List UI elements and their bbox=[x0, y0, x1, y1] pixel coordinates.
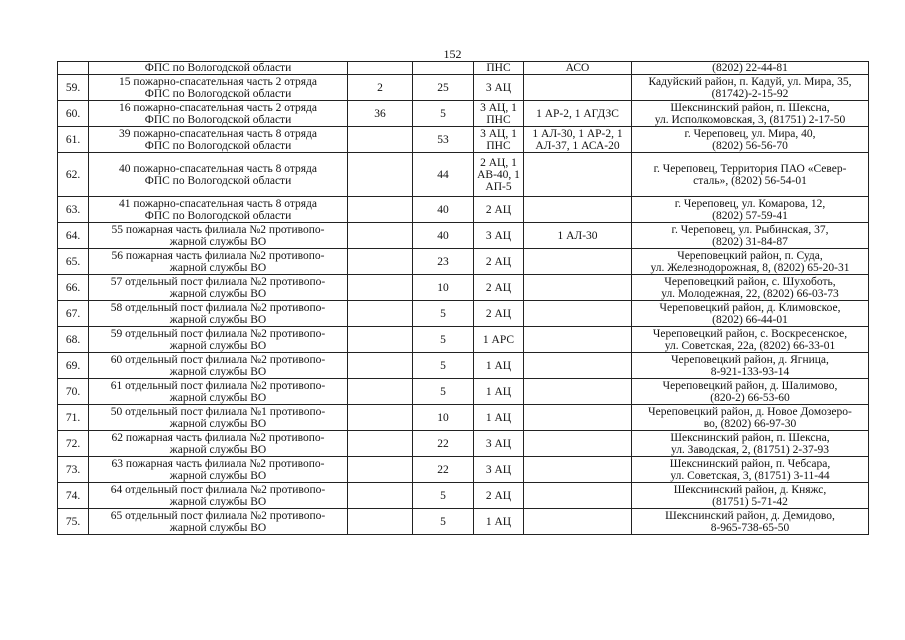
cell-c3 bbox=[348, 223, 413, 249]
table-row bbox=[58, 483, 869, 509]
cell-c4-line: 10 bbox=[437, 281, 449, 294]
cell-c3 bbox=[348, 62, 413, 75]
cell-address-line: Шекснинский район, п. Чебсара, bbox=[669, 457, 831, 470]
cell-c3 bbox=[348, 327, 413, 353]
cell-c3 bbox=[348, 457, 413, 483]
cell-c3-line: 36 bbox=[374, 107, 386, 120]
cell-c4 bbox=[413, 301, 474, 327]
cell-num-line: 62. bbox=[65, 168, 81, 181]
cell-num-line: 65. bbox=[65, 255, 81, 268]
cell-name-line: 60 отдельный пост филиала №2 противопо- bbox=[110, 353, 326, 366]
cell-num bbox=[58, 275, 89, 301]
cell-name-line: жарной службы ВО bbox=[169, 417, 267, 430]
cell-c4 bbox=[413, 62, 474, 75]
cell-address-line: ул. Советская, 3, (81751) 3-11-44 bbox=[670, 469, 830, 482]
cell-num bbox=[58, 301, 89, 327]
cell-address bbox=[632, 101, 869, 127]
cell-num-line: 73. bbox=[65, 463, 81, 476]
cell-c3 bbox=[348, 301, 413, 327]
cell-name-line: жарной службы ВО bbox=[169, 339, 267, 352]
cell-c4-line: 40 bbox=[437, 203, 449, 216]
table-row bbox=[58, 301, 869, 327]
cell-name bbox=[89, 327, 348, 353]
cell-equipment bbox=[474, 101, 524, 127]
cell-num bbox=[58, 153, 89, 197]
table-row bbox=[58, 379, 869, 405]
cell-name-line: 61 отдельный пост филиала №2 противопо- bbox=[110, 379, 326, 392]
continuation-row bbox=[58, 62, 869, 75]
cell-num-line: 74. bbox=[65, 489, 81, 502]
cell-name-line: жарной службы ВО bbox=[169, 313, 267, 326]
cell-address bbox=[632, 483, 869, 509]
cell-c4-line: 5 bbox=[440, 307, 446, 320]
cell-name bbox=[89, 301, 348, 327]
cell-num bbox=[58, 127, 89, 153]
cell-c3 bbox=[348, 197, 413, 223]
cell-equipment bbox=[474, 275, 524, 301]
cell-address-line: 8-921-133-93-14 bbox=[710, 365, 790, 378]
cell-equipment bbox=[474, 509, 524, 535]
cell-num bbox=[58, 431, 89, 457]
cell-address-line: (8202) 31-84-87 bbox=[712, 235, 788, 248]
cell-equipment-line: 1 АЦ bbox=[485, 411, 512, 424]
cell-address bbox=[632, 353, 869, 379]
cell-special bbox=[524, 353, 632, 379]
cell-special bbox=[524, 101, 632, 127]
cell-address bbox=[632, 509, 869, 535]
cell-name-line: жарной службы ВО bbox=[169, 391, 267, 404]
cell-special bbox=[524, 197, 632, 223]
cell-num bbox=[58, 483, 89, 509]
table-row bbox=[58, 223, 869, 249]
table-row bbox=[58, 153, 869, 197]
cell-name-line: 57 отдельный пост филиала №2 противопо- bbox=[110, 275, 326, 288]
cell-special bbox=[524, 301, 632, 327]
cell-equipment-line: 2 АЦ bbox=[485, 203, 512, 216]
cell-num bbox=[58, 75, 89, 101]
cell-equipment bbox=[474, 327, 524, 353]
cell-c3-line: 2 bbox=[377, 81, 383, 94]
cell-c3 bbox=[348, 153, 413, 197]
cell-name-line: 41 пожарно-спасательная часть 8 отряда bbox=[119, 197, 317, 210]
cell-address-line: 8-965-738-65-50 bbox=[710, 521, 790, 534]
cell-num bbox=[58, 249, 89, 275]
cell-address-line: во, (8202) 66-97-30 bbox=[703, 417, 797, 430]
cell-address-line: Шекснинский район, п. Шексна, bbox=[670, 431, 830, 444]
cell-special-line: 1 АР-2, 1 АГДЗС bbox=[536, 107, 619, 120]
cell-special bbox=[524, 249, 632, 275]
cell-name bbox=[89, 483, 348, 509]
cell-c4 bbox=[413, 127, 474, 153]
cell-name bbox=[89, 197, 348, 223]
cell-special bbox=[524, 75, 632, 101]
cell-c4-line: 23 bbox=[437, 255, 449, 268]
cell-equipment bbox=[474, 379, 524, 405]
cell-c4 bbox=[413, 405, 474, 431]
table-row bbox=[58, 75, 869, 101]
cell-num-line: 72. bbox=[65, 437, 81, 450]
cell-equipment-line: 3 АЦ bbox=[485, 437, 512, 450]
cell-name bbox=[89, 405, 348, 431]
cell-num bbox=[58, 197, 89, 223]
cell-equipment: ПНС bbox=[474, 62, 524, 75]
cell-num-line: 59. bbox=[65, 81, 81, 94]
cell-c3 bbox=[348, 75, 413, 101]
cell-c4 bbox=[413, 509, 474, 535]
cell-name-line: жарной службы ВО bbox=[169, 287, 267, 300]
cell-c3 bbox=[348, 379, 413, 405]
cell-equipment bbox=[474, 223, 524, 249]
cell-c4 bbox=[413, 483, 474, 509]
cell-equipment-line: АП-5 bbox=[485, 180, 512, 193]
cell-address-line: ул. Исполкомовская, 3, (81751) 2-17-50 bbox=[654, 113, 846, 126]
cell-equipment bbox=[474, 405, 524, 431]
cell-address bbox=[632, 223, 869, 249]
cell-c4-line: 5 bbox=[440, 489, 446, 502]
cell-c3 bbox=[348, 483, 413, 509]
cell-address: (8202) 22-44-81 bbox=[632, 62, 869, 75]
cell-equipment bbox=[474, 301, 524, 327]
cell-name-line: жарной службы ВО bbox=[169, 365, 267, 378]
cell-equipment bbox=[474, 457, 524, 483]
cell-address bbox=[632, 301, 869, 327]
cell-num bbox=[58, 101, 89, 127]
cell-address bbox=[632, 275, 869, 301]
cell-c4-line: 53 bbox=[437, 133, 449, 146]
cell-address-line: Шекснинский район, п. Шексна, bbox=[670, 101, 830, 114]
cell-address-line: г. Череповец, ул. Мира, 40, bbox=[684, 127, 816, 140]
cell-special-line: 1 АЛ-30, 1 АР-2, 1 bbox=[532, 127, 623, 140]
table-row bbox=[58, 327, 869, 353]
cell-name-line: 40 пожарно-спасательная часть 8 отряда bbox=[119, 162, 317, 175]
cell-address-line: (81742)-2-15-92 bbox=[711, 87, 789, 100]
cell-name-line: 63 пожарная часть филиала №2 противопо- bbox=[111, 457, 325, 470]
cell-num bbox=[58, 327, 89, 353]
table-row bbox=[58, 457, 869, 483]
cell-equipment-line: 2 АЦ, 1 bbox=[480, 156, 517, 169]
cell-special: АСО bbox=[524, 62, 632, 75]
table-row bbox=[58, 101, 869, 127]
cell-name bbox=[89, 153, 348, 197]
cell-special bbox=[524, 483, 632, 509]
cell-c3 bbox=[348, 101, 413, 127]
cell-name-line: ФПС по Вологодской области bbox=[144, 113, 292, 126]
cell-special bbox=[524, 223, 632, 249]
table-row bbox=[58, 509, 869, 535]
cell-equipment-line: 1 АЦ bbox=[485, 385, 512, 398]
cell-equipment-line: 2 АЦ bbox=[485, 281, 512, 294]
cell-address-line: г. Череповец, ул. Рыбинская, 37, bbox=[671, 223, 829, 236]
cell-name bbox=[89, 101, 348, 127]
cell-name-line: 58 отдельный пост филиала №2 противопо- bbox=[110, 301, 326, 314]
cell-name-line: 39 пожарно-спасательная часть 8 отряда bbox=[119, 127, 317, 140]
cell-address-line: Кадуйский район, п. Кадуй, ул. Мира, 35, bbox=[648, 75, 852, 88]
cell-address bbox=[632, 153, 869, 197]
cell-address-line: Череповецкий район, п. Суда, bbox=[677, 249, 823, 262]
cell-address bbox=[632, 327, 869, 353]
cell-c4 bbox=[413, 197, 474, 223]
cell-name bbox=[89, 509, 348, 535]
page-number: 152 bbox=[443, 47, 462, 61]
cell-c4 bbox=[413, 275, 474, 301]
cell-equipment bbox=[474, 75, 524, 101]
cell-num bbox=[58, 405, 89, 431]
cell-name-line: ФПС по Вологодской области bbox=[144, 139, 292, 152]
cell-name-line: 15 пожарно-спасательная часть 2 отряда bbox=[119, 75, 317, 88]
cell-address bbox=[632, 249, 869, 275]
cell-num bbox=[58, 223, 89, 249]
cell-equipment-line: 1 АЦ bbox=[485, 515, 512, 528]
cell-special bbox=[524, 509, 632, 535]
table-row bbox=[58, 353, 869, 379]
cell-equipment-line: 1 АЦ bbox=[485, 359, 512, 372]
cell-c4-line: 22 bbox=[437, 437, 449, 450]
cell-c3 bbox=[348, 127, 413, 153]
cell-name-line: жарной службы ВО bbox=[169, 469, 267, 482]
cell-address bbox=[632, 431, 869, 457]
cell-num-line: 61. bbox=[65, 133, 81, 146]
cell-c3 bbox=[348, 431, 413, 457]
cell-c4-line: 10 bbox=[437, 411, 449, 424]
cell-equipment-line: 3 АЦ bbox=[485, 463, 512, 476]
cell-name-line: ФПС по Вологодской области bbox=[144, 174, 292, 187]
cell-address-line: (81751) 5-71-42 bbox=[712, 495, 788, 508]
cell-num-line: 71. bbox=[65, 411, 81, 424]
cell-name-line: 64 отдельный пост филиала №2 противопо- bbox=[110, 483, 326, 496]
cell-equipment bbox=[474, 153, 524, 197]
cell-address-line: Шекснинский район, д. Княжс, bbox=[673, 483, 827, 496]
cell-address-line: ул. Советская, 22а, (8202) 66-33-01 bbox=[664, 339, 836, 352]
cell-name bbox=[89, 457, 348, 483]
cell-name-line: ФПС по Вологодской области bbox=[144, 209, 292, 222]
cell-special bbox=[524, 275, 632, 301]
cell-c3 bbox=[348, 275, 413, 301]
cell-special bbox=[524, 379, 632, 405]
cell-equipment-line: 2 АЦ bbox=[485, 489, 512, 502]
cell-name bbox=[89, 127, 348, 153]
cell-special bbox=[524, 127, 632, 153]
cell-address-line: Череповецкий район, д. Новое Домозеро- bbox=[648, 405, 852, 418]
cell-c4 bbox=[413, 153, 474, 197]
cell-num-line: 60. bbox=[65, 107, 81, 120]
cell-c4 bbox=[413, 327, 474, 353]
cell-equipment bbox=[474, 249, 524, 275]
cell-equipment-line: 3 АЦ bbox=[485, 229, 512, 242]
cell-c3 bbox=[348, 509, 413, 535]
cell-name bbox=[89, 353, 348, 379]
cell-c4 bbox=[413, 75, 474, 101]
cell-address-line: сталь», (8202) 56-54-01 bbox=[693, 174, 807, 187]
cell-c4-line: 5 bbox=[440, 385, 446, 398]
cell-address-line: ул. Железнодорожная, 8, (8202) 65-20-31 bbox=[650, 261, 850, 274]
cell-special-line: АЛ-37, 1 АСА-20 bbox=[535, 139, 620, 152]
cell-name bbox=[89, 379, 348, 405]
cell-equipment-line: АВ-40, 1 bbox=[477, 168, 520, 181]
cell-num-line: 75. bbox=[65, 515, 81, 528]
cell-address-line: ул. Заводская, 2, (81751) 2-37-93 bbox=[670, 443, 830, 456]
cell-address bbox=[632, 197, 869, 223]
cell-num-line: 68. bbox=[65, 333, 81, 346]
cell-address-line: Череповецкий район, с. Воскресенское, bbox=[652, 327, 848, 340]
cell-num-line: 66. bbox=[65, 281, 81, 294]
cell-c3 bbox=[348, 353, 413, 379]
table-row bbox=[58, 249, 869, 275]
cell-equipment-line: ПНС bbox=[486, 139, 511, 152]
cell-name-line: 59 отдельный пост филиала №2 противопо- bbox=[110, 327, 326, 340]
cell-c4 bbox=[413, 353, 474, 379]
cell-special bbox=[524, 153, 632, 197]
cell-special bbox=[524, 405, 632, 431]
cell-num-line: 67. bbox=[65, 307, 81, 320]
cell-name bbox=[89, 431, 348, 457]
cell-num-line: 64. bbox=[65, 229, 81, 242]
cell-name-line: 50 отдельный пост филиала №1 противопо- bbox=[110, 405, 326, 418]
cell-c4 bbox=[413, 249, 474, 275]
cell-equipment-line: 2 АЦ bbox=[485, 307, 512, 320]
cell-name-line: 62 пожарная часть филиала №2 противопо- bbox=[111, 431, 325, 444]
cell-address-line: (8202) 66-44-01 bbox=[712, 313, 788, 326]
cell-num-line: 70. bbox=[65, 385, 81, 398]
cell-c4-line: 40 bbox=[437, 229, 449, 242]
cell-address bbox=[632, 127, 869, 153]
cell-name-line: ФПС по Вологодской области bbox=[144, 87, 292, 100]
cell-name-line: 16 пожарно-спасательная часть 2 отряда bbox=[119, 101, 317, 114]
cell-equipment bbox=[474, 353, 524, 379]
cell-num bbox=[58, 62, 89, 75]
cell-c4-line: 5 bbox=[440, 359, 446, 372]
cell-equipment-line: 3 АЦ, 1 bbox=[480, 127, 517, 140]
cell-address-line: (8202) 56-56-70 bbox=[712, 139, 788, 152]
cell-c4 bbox=[413, 223, 474, 249]
cell-num bbox=[58, 353, 89, 379]
cell-name bbox=[89, 75, 348, 101]
cell-address-line: Шекснинский район, д. Демидово, bbox=[665, 509, 835, 522]
cell-name bbox=[89, 223, 348, 249]
cell-special-line: 1 АЛ-30 bbox=[557, 229, 598, 242]
cell-num bbox=[58, 457, 89, 483]
table-row bbox=[58, 431, 869, 457]
cell-name-line: жарной службы ВО bbox=[169, 235, 267, 248]
cell-equipment bbox=[474, 197, 524, 223]
table-row bbox=[58, 127, 869, 153]
cell-equipment bbox=[474, 431, 524, 457]
cell-address-line: Череповецкий район, д. Климовское, bbox=[659, 301, 841, 314]
cell-equipment bbox=[474, 483, 524, 509]
cell-address-line: (820-2) 66-53-60 bbox=[710, 391, 790, 404]
cell-name-line: 65 отдельный пост филиала №2 противопо- bbox=[110, 509, 326, 522]
table-row bbox=[58, 275, 869, 301]
cell-address bbox=[632, 75, 869, 101]
cell-address bbox=[632, 405, 869, 431]
cell-address bbox=[632, 457, 869, 483]
cell-address-line: Череповецкий район, с. Шухоботь, bbox=[664, 275, 836, 288]
cell-c4 bbox=[413, 431, 474, 457]
cell-c4-line: 5 bbox=[440, 107, 446, 120]
cell-c4 bbox=[413, 379, 474, 405]
cell-c3 bbox=[348, 249, 413, 275]
cell-address-line: ул. Молодежная, 22, (8202) 66-03-73 bbox=[661, 287, 839, 300]
cell-equipment-line: 3 АЦ bbox=[485, 81, 512, 94]
cell-special bbox=[524, 327, 632, 353]
cell-c4 bbox=[413, 101, 474, 127]
cell-num-line: 69. bbox=[65, 359, 81, 372]
stations-table bbox=[57, 61, 869, 535]
cell-c3 bbox=[348, 405, 413, 431]
cell-c4-line: 25 bbox=[437, 81, 449, 94]
cell-name bbox=[89, 275, 348, 301]
cell-equipment-line: 3 АЦ, 1 bbox=[480, 101, 517, 114]
table-row bbox=[58, 405, 869, 431]
cell-equipment-line: ПНС bbox=[486, 113, 511, 126]
cell-equipment-line: 1 АРС bbox=[482, 333, 515, 346]
cell-address-line: г. Череповец, ул. Комарова, 12, bbox=[674, 197, 826, 210]
cell-address bbox=[632, 379, 869, 405]
cell-c4-line: 5 bbox=[440, 515, 446, 528]
cell-name: ФПС по Вологодской области bbox=[89, 62, 348, 75]
cell-address-line: Череповецкий район, д. Шалимово, bbox=[662, 379, 838, 392]
cell-name-line: жарной службы ВО bbox=[169, 443, 267, 456]
cell-num bbox=[58, 509, 89, 535]
cell-name-line: жарной службы ВО bbox=[169, 261, 267, 274]
cell-name-line: жарной службы ВО bbox=[169, 521, 267, 534]
cell-special bbox=[524, 431, 632, 457]
cell-c4-line: 5 bbox=[440, 333, 446, 346]
cell-special bbox=[524, 457, 632, 483]
cell-num bbox=[58, 379, 89, 405]
cell-equipment-line: 2 АЦ bbox=[485, 255, 512, 268]
cell-name-line: жарной службы ВО bbox=[169, 495, 267, 508]
cell-name bbox=[89, 249, 348, 275]
cell-c4-line: 22 bbox=[437, 463, 449, 476]
cell-c4 bbox=[413, 457, 474, 483]
cell-name-line: 56 пожарная часть филиала №2 противопо- bbox=[111, 249, 325, 262]
cell-address-line: (8202) 57-59-41 bbox=[712, 209, 788, 222]
cell-equipment bbox=[474, 127, 524, 153]
cell-address-line: г. Череповец, Территория ПАО «Север- bbox=[653, 162, 847, 175]
cell-c4-line: 44 bbox=[437, 168, 449, 181]
cell-address-line: Череповецкий район, д. Ягница, bbox=[671, 353, 829, 366]
table-row bbox=[58, 197, 869, 223]
cell-name-line: 55 пожарная часть филиала №2 противопо- bbox=[111, 223, 325, 236]
cell-num-line: 63. bbox=[65, 203, 81, 216]
